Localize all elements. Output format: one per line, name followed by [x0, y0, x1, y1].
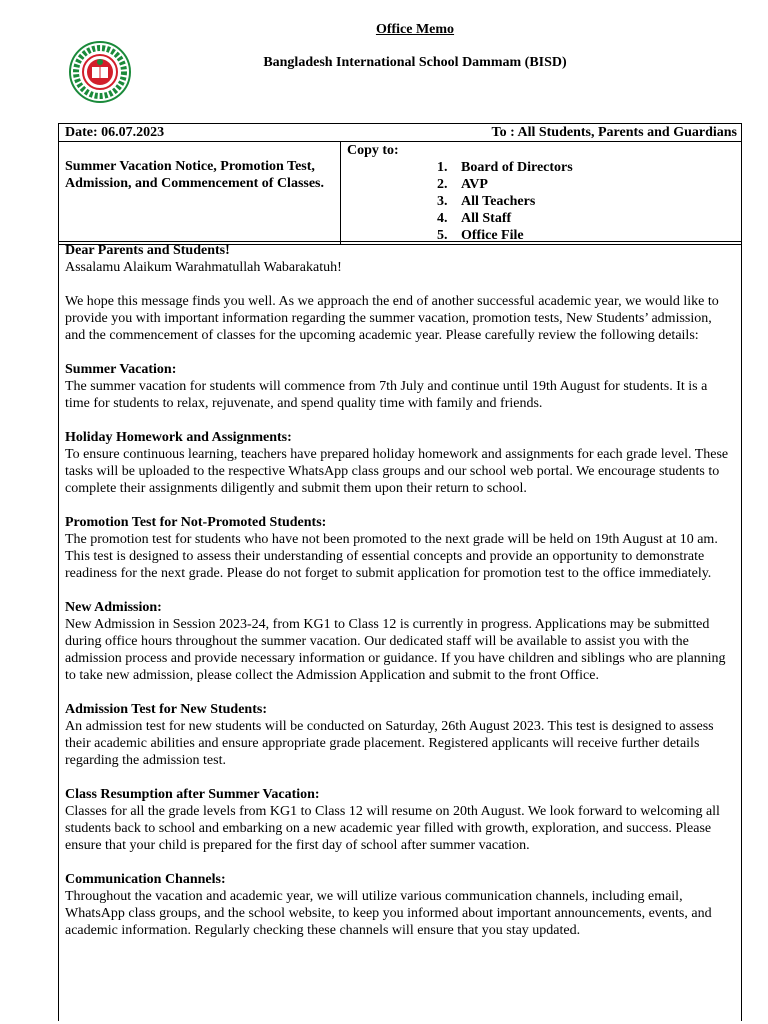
- memo-header-table: [58, 123, 742, 245]
- section-text: An admission test for new students will be conducted on Saturday, 26th August 2023. This test is designed to assess their academic abilities and ensure appropriate grade placement. Registered applicants will receive further details regarding the admission test.: [65, 719, 714, 768]
- section-heading: Communication Channels:: [65, 872, 226, 887]
- section-text: New Admission in Session 2023-24, from KG1 to Class 12 is currently in progress. Applications may be submitted during office hours throughout the summer vacation. Our dedicated staff will be available to assist you with the admission process and provide necessary information or guidance. If you have children and siblings who are planning to take new admission, please collect the Admission Application and submit to the front Office.: [65, 617, 726, 683]
- copy-to-item: 5. Office File: [437, 228, 524, 243]
- section-holiday-homework: [65, 429, 731, 497]
- memo-body: [58, 241, 742, 1021]
- section-heading: Promotion Test for Not-Promoted Students:: [65, 515, 327, 530]
- section-text: Classes for all the grade levels from KG1 to Class 12 will resume on 20th August. We look forward to welcoming all students back to school and embarking on a new academic year filled with growth, exploration, and success. Please ensure that your child is prepared for the first day of school after summer vacation.: [65, 804, 720, 853]
- section-admission-test: [65, 701, 731, 769]
- section-heading: Class Resumption after Summer Vacation:: [65, 787, 320, 802]
- section-communication: [65, 871, 731, 939]
- school-name: Bangladesh International School Dammam (BISD): [263, 55, 567, 70]
- section-heading: Holiday Homework and Assignments:: [65, 430, 292, 445]
- section-heading: New Admission:: [65, 600, 162, 615]
- section-text: Throughout the vacation and academic year, we will utilize various communication channels, including email, WhatsApp class groups, and the school website, to keep you informed about important announcements, events, and academic information. Regularly checking these channels will ensure that you stay updated.: [65, 889, 712, 938]
- copy-to-item: 3. All Teachers: [437, 194, 536, 209]
- memo-title: Office Memo: [375, 22, 455, 37]
- copy-to-list: [347, 159, 741, 244]
- section-text: The promotion test for students who have not been promoted to the next grade will be held on 19th August at 10 am. This test is designed to assess their understanding of essential concepts and provide an opportunity to demonstrate readiness for the next grade. Please do not forget to submit application for promotion test to the office immediately.: [65, 532, 718, 581]
- section-heading: Admission Test for New Students:: [65, 702, 267, 717]
- section-text: The summer vacation for students will commence from 7th July and continue until 19th August for students. It is a time for students to relax, rejuvenate, and spend quality time with family and friends.: [65, 379, 708, 411]
- copy-to-cell: [341, 142, 742, 245]
- section-new-admission: [65, 599, 731, 684]
- greeting: Dear Parents and Students!: [65, 243, 230, 258]
- memo-subject: Summer Vacation Notice, Promotion Test, Admission, and Commencement of Classes.: [59, 142, 341, 245]
- school-logo-icon: [68, 40, 132, 104]
- copy-to-item: 1. Board of Directors: [437, 160, 573, 175]
- date-to-row: [59, 124, 742, 142]
- section-heading: Summer Vacation:: [65, 362, 177, 377]
- copy-to-item: 4. All Staff: [437, 211, 512, 226]
- copy-to-label: Copy to:: [347, 143, 399, 158]
- section-class-resumption: [65, 786, 731, 854]
- salutation: Assalamu Alaikum Warahmatullah Wabarakatuh!: [65, 260, 342, 275]
- memo-recipients: To : All Students, Parents and Guardians: [491, 125, 737, 140]
- section-text: To ensure continuous learning, teachers have prepared holiday homework and assignments for each grade level. These tasks will be uploaded to the respective WhatsApp class groups and our school web portal. We encourage students to complete their assignments diligently and submit them upon their return to school.: [65, 447, 729, 496]
- section-promotion-test: [65, 514, 731, 582]
- section-summer-vacation: [65, 361, 731, 412]
- intro-paragraph: We hope this message finds you well. As we approach the end of another successful academic year, we would like to provide you with important information regarding the summer vacation, promotion tests, New Students’ admission, and the commencement of classes for the upcoming academic year. Please carefully review the following details:: [65, 294, 719, 343]
- copy-to-item: 2. AVP: [437, 177, 488, 192]
- memo-date: Date: 06.07.2023: [65, 125, 165, 140]
